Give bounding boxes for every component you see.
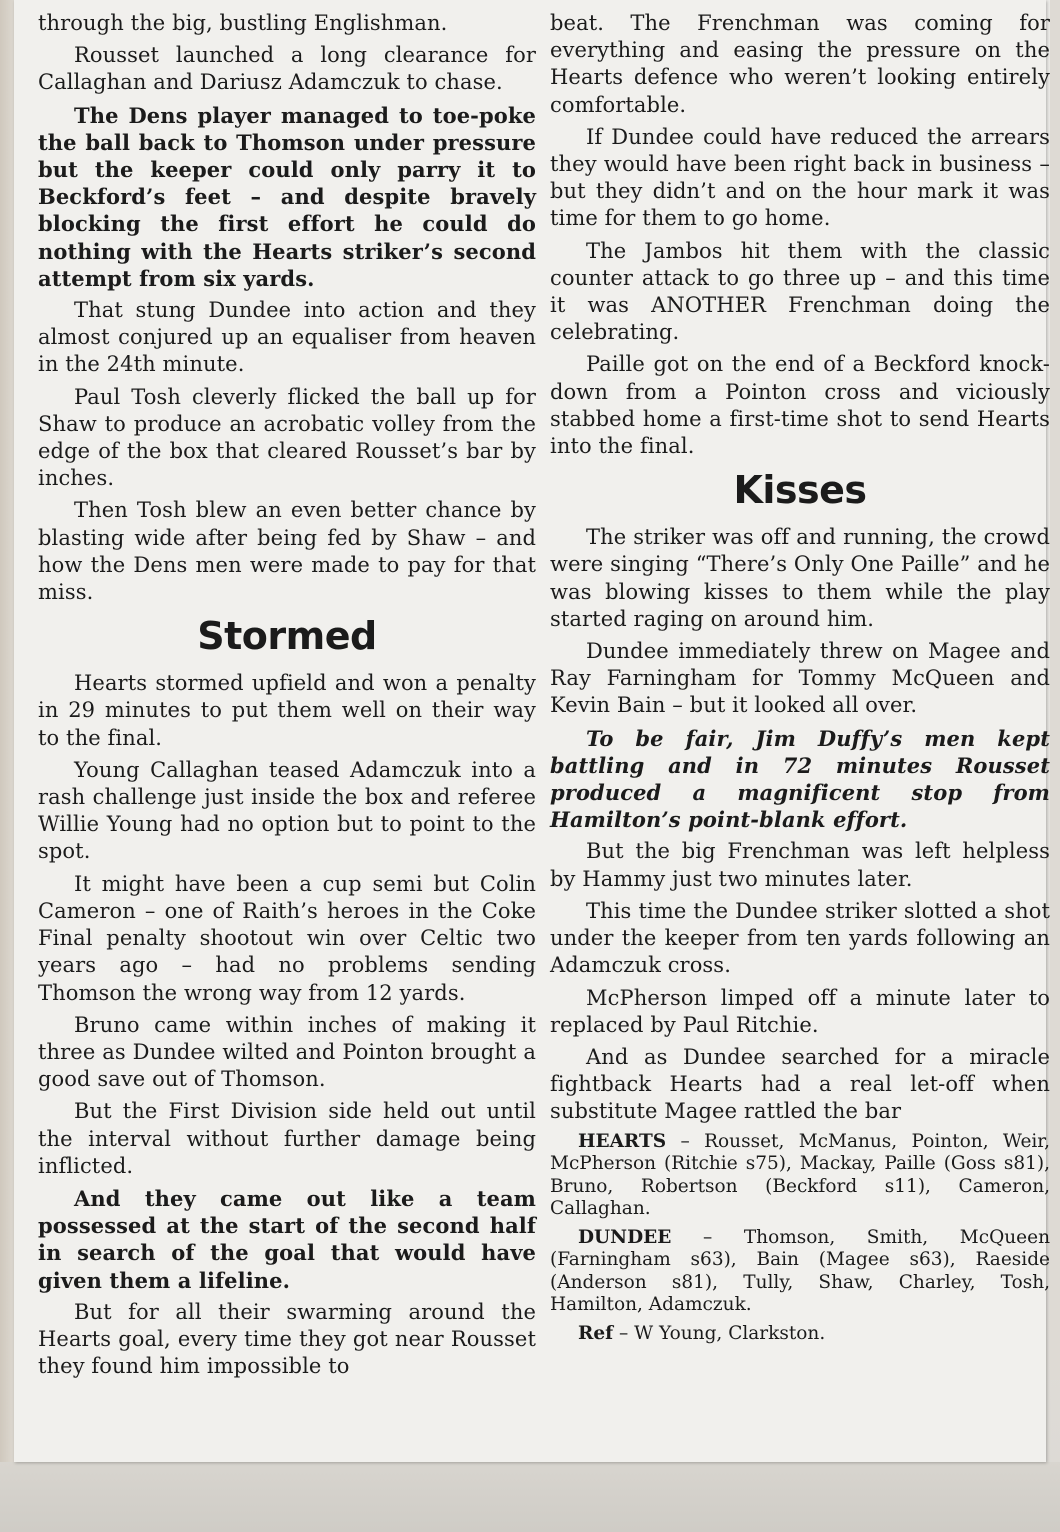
paragraph: beat. The Frenchman was coming for everything and easing the pressure on the Hearts defence who weren’t looking entirely comfortable. (550, 11, 1050, 117)
article-column-right (550, 10, 1050, 1345)
paragraph-bold: And they came out like a team possessed at the start of the second half in search of the goal that would have given them a lifeline. (38, 1185, 536, 1293)
paragraph: Paul Tosh cleverly flicked the ball up for Shaw to produce an acrobatic volley from the edge of the box that cleared Rousset’s bar by inches. (38, 384, 536, 491)
paragraph-bold: The Dens player managed to toe-poke the ball back to Thomson under pressure but the keeper could only parry it to Beckford’s feet – and despite bravely blocking the first effort he could do nothing with the Hearts striker’s second attempt from six yards. (38, 102, 536, 291)
team-lineup-text: – Thomson, Smith, McQueen (Farningham s63), Bain (Magee s63), Raeside (Anderson s81), Tully, Shaw, Charley, Tosh, Hamilton, Adamczuk. (550, 1226, 1050, 1316)
paragraph: The Jambos hit them with the classic counter attack to go three up – and this time it was ANOTHER Frenchman doing the celebrating. (550, 238, 1050, 345)
referee-text: – W Young, Clarkston. (613, 1322, 826, 1344)
subheading-kisses: Kisses (733, 468, 867, 513)
paragraph: And as Dundee searched for a miracle fightback Hearts had a real let-off when substitute Magee rattled the bar (550, 1044, 1050, 1124)
newspaper-clipping (14, 0, 1050, 1462)
paragraph: But the big Frenchman was left helpless by Hammy just two minutes later. (550, 839, 1050, 891)
referee-line (550, 1323, 1050, 1346)
paragraph: That stung Dundee into action and they almost conjured up an equaliser from heaven in the 24th minute. (38, 298, 536, 377)
paragraph: But for all their swarming around the Hearts goal, every time they got near Rousset they found him impossible to (38, 1299, 536, 1379)
paragraph: But the First Division side held out until the interval without further damage being inflicted. (38, 1099, 536, 1178)
paragraph: Bruno came within inches of making it three as Dundee wilted and Pointon brought a good save out of Thomson. (38, 1012, 536, 1092)
team-label-hearts: HEARTS (578, 1130, 667, 1152)
lineup-hearts (550, 1131, 1050, 1221)
subheading-stormed: Stormed (197, 614, 377, 659)
paragraph: This time the Dundee striker slotted a shot under the keeper from ten yards following an Adamczuk cross. (550, 898, 1050, 978)
paragraph: Young Callaghan teased Adamczuk into a rash challenge just inside the box and referee Willie Young had no option but to point to the spot. (38, 757, 536, 864)
paragraph: Hearts stormed upfield and won a penalty in 29 minutes to put them well on their way to the final. (38, 671, 536, 750)
paragraph-bold-italic: To be fair, Jim Duffy’s men kept battling and in 72 minutes Rousset produced a magnificent stop from Hamilton’s point-blank effort. (550, 725, 1050, 833)
page-edge-right (1050, 0, 1060, 1380)
paragraph: Dundee immediately threw on Magee and Ray Farningham for Tommy McQueen and Kevin Bain – but it looked all over. (550, 639, 1050, 718)
lineup-dundee (550, 1227, 1050, 1317)
paragraph: through the big, bustling Englishman. (38, 11, 448, 35)
paragraph: If Dundee could have reduced the arrears they would have been right back in business – but they didn’t and on the hour mark it was time for them to go home. (550, 124, 1050, 231)
paragraph: It might have been a cup semi but Colin Cameron – one of Raith’s heroes in the Coke Final penalty shootout win over Celtic two years ago – had no problems sending Thomson the wrong way from 12 yards. (38, 871, 536, 1005)
referee-label: Ref (578, 1322, 614, 1344)
team-lineup-text: – Rousset, McManus, Pointon, Weir, McPherson (Ritchie s75), Mackay, Paille (Goss s81), Bruno, Robertson (Beckford s11), Cameron, Callaghan. (550, 1130, 1050, 1220)
article-column-left (38, 10, 536, 1385)
paragraph: Rousset launched a long clearance for Callaghan and Dariusz Adamczuk to chase. (38, 43, 536, 95)
paragraph: The striker was off and running, the crowd were singing “There’s Only One Paille” and he was blowing kisses to them while the play started raging on around him. (550, 525, 1050, 631)
paragraph: Then Tosh blew an even better chance by blasting wide after being fed by Shaw – and how the Dens men were made to pay for that miss. (38, 498, 536, 605)
team-label-dundee: DUNDEE (578, 1226, 672, 1248)
paragraph: McPherson limped off a minute later to replaced by Paul Ritchie. (550, 985, 1050, 1037)
table-surface (0, 1462, 1060, 1532)
page-edge-left (0, 0, 14, 1532)
paragraph: Paille got on the end of a Beckford knock-down from a Pointon cross and viciously stabbed home a first-time shot to send Hearts into the final. (550, 352, 1050, 459)
